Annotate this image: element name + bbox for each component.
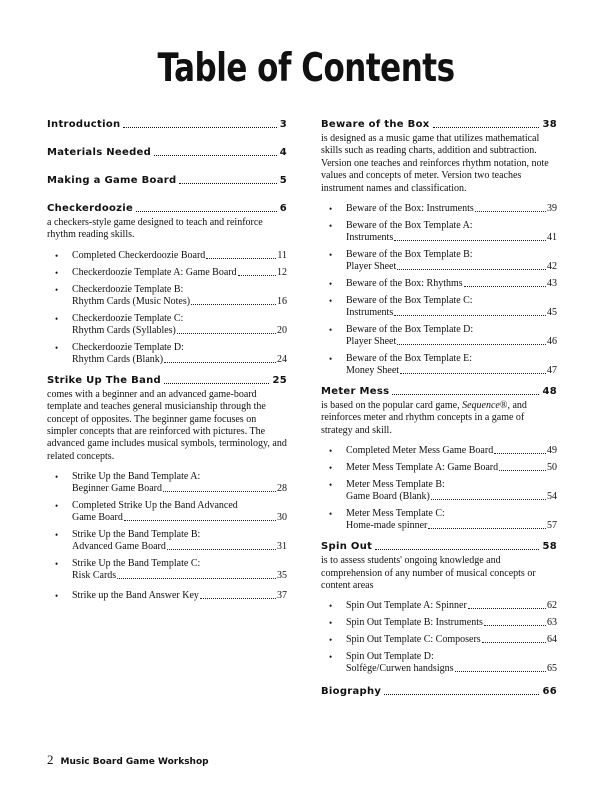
toc-entry[interactable]: • Beware of the Box: Rhythms 43 [329,278,557,290]
toc-entry[interactable]: • Beware of the Box Template C: Instruments 45 [329,295,557,319]
section-description: is based on the popular card game, Sequence®, and reinforces meter and rhythm concepts in a game of strategy and skill. [321,400,527,436]
toc-entry[interactable]: • Completed Checkerdoozie Board 11 [55,249,287,261]
toc-entry[interactable]: • Beware of the Box Template A: Instruments 41 [329,220,557,244]
section-title: Making a Game Board [47,175,177,186]
toc-entry[interactable]: • Beware of the Box Template D: Player Sheet 46 [329,324,557,348]
section-page: 5 [279,175,287,186]
section-title: Strike Up The Band [47,374,161,386]
toc-entry[interactable]: • Checkerdoozie Template B: Rhythm Cards (Music Notes) 16 [55,283,287,307]
toc-section-meter-mess[interactable] [321,385,557,532]
entry-list [321,203,557,377]
toc-entry[interactable]: • Checkerdoozie Template D: Rhythm Cards (Blank) 24 [55,341,287,365]
toc-section-checkerdoozie[interactable] [47,202,287,366]
toc-entry[interactable]: • Spin Out Template B: Instruments 63 [329,617,557,629]
entry-list [321,445,557,532]
toc-entry[interactable]: • Strike Up the Band Template B: Advanced Game Board 31 [55,529,287,553]
section-page: 58 [542,541,557,553]
entry-list [47,250,287,366]
toc-entry[interactable]: • Completed Meter Mess Game Board 49 [329,445,557,457]
toc-entry[interactable]: • Spin Out Template A: Spinner 62 [329,600,557,612]
toc-entry[interactable]: • Checkerdoozie Template A: Game Board 12 [55,266,287,278]
toc-entry[interactable]: • Strike Up the Band Template C: Risk Cards 35 [55,558,287,582]
toc-entry[interactable]: • Strike up the Band Answer Key 37 [55,590,287,602]
entry-list [47,471,287,602]
toc-entry[interactable]: • Meter Mess Template C: Home-made spinner 57 [329,508,557,532]
toc-section-making-board[interactable] [47,174,287,187]
toc-section-spin-out[interactable] [321,540,557,675]
toc-section-materials[interactable] [47,146,287,159]
toc-entry[interactable]: • Beware of the Box Template E: Money Sheet 47 [329,353,557,377]
section-description: comes with a beginner and an advanced game-board template and teaches general musicianship through the concept of opposites. The beginner game focuses on simpler concepts that are reinforced with pictures. The advanced game includes musical symbols, terminology, and related concepts. [47,388,287,462]
page-title: Table of Contents [157,46,455,91]
toc-entry[interactable]: • Strike Up the Band Template A: Beginner Game Board 28 [55,471,287,495]
section-title: Beware of the Box [321,119,430,130]
section-page: 48 [542,386,557,398]
section-page: 4 [279,147,287,158]
section-description: a checkers-style game designed to teach and reinforce rhythm reading skills. [47,217,263,241]
toc-section-strike-up[interactable] [47,374,287,602]
section-title: Meter Mess [321,386,390,398]
toc-entry[interactable]: • Meter Mess Template A: Game Board 50 [329,462,557,474]
section-page: 66 [542,686,557,698]
entry-list [321,600,557,675]
section-title: Biography [321,686,382,698]
section-page: 3 [279,119,287,130]
footer-book-title: Music Board Game Workshop [60,757,209,767]
section-title: Checkerdoozie [47,203,134,214]
toc-entry[interactable]: • Checkerdoozie Template C: Rhythm Cards (Syllables) 20 [55,312,287,336]
footer-page-number: 2 [47,752,54,767]
toc-entry[interactable]: • Meter Mess Template B: Game Board (Blank) 54 [329,479,557,503]
toc-section-biography[interactable] [321,685,557,698]
section-page: 38 [542,119,557,130]
section-title: Materials Needed [47,147,152,158]
section-title: Introduction [47,119,121,130]
toc-entry[interactable]: • Completed Strike Up the Band Advanced Game Board 30 [55,500,287,524]
toc-right-column [321,118,557,698]
toc-left-column [47,118,287,607]
toc-section-beware-box[interactable] [321,118,557,377]
section-page: 25 [272,374,287,386]
toc-entry[interactable]: • Spin Out Template C: Composers 64 [329,634,557,646]
toc-entry[interactable]: • Spin Out Template D: Solfège/Curwen handsigns 65 [329,651,557,675]
toc-section-introduction[interactable] [47,118,287,131]
section-description: is designed as a music game that utilizes mathematical skills such as reading charts, addition and subtraction. Version one teaches and reinforces rhythm notation, note values and concepts of meter. Version two teaches instrument names and classification. [321,133,549,194]
section-page: 6 [279,203,287,214]
section-title: Spin Out [321,541,373,553]
toc-entry[interactable]: • Beware of the Box: Instruments 39 [329,203,557,215]
toc-entry[interactable]: • Beware of the Box Template B: Player Sheet 42 [329,249,557,273]
page-footer [47,752,209,768]
section-description: is to assess students' ongoing knowledge and comprehension of any number of musical concepts or content areas [321,555,536,592]
